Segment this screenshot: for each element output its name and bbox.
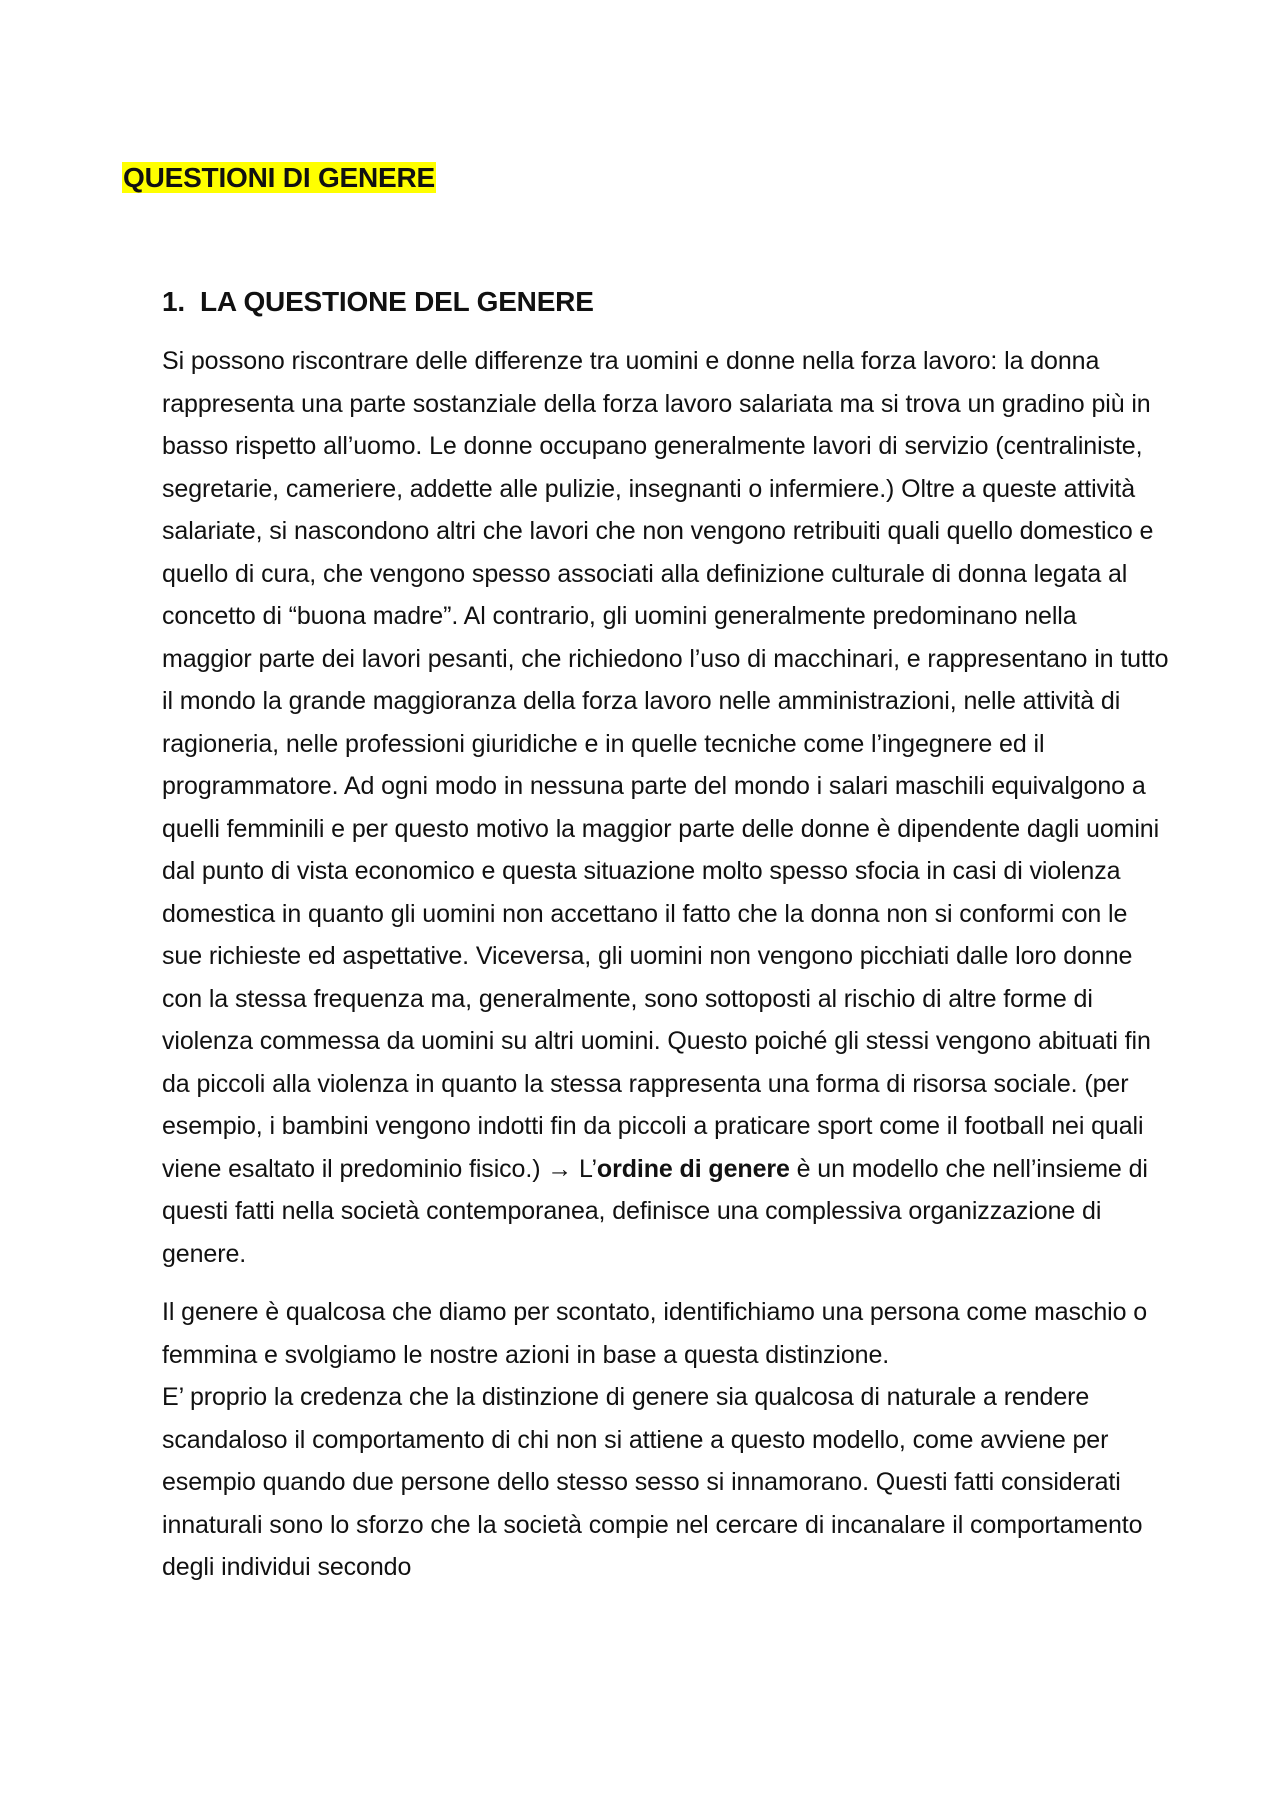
section-title: LA QUESTIONE DEL GENERE: [200, 286, 594, 317]
paragraph-2-line-1: Il genere è qualcosa che diamo per scontato, identifichiamo una persona come maschio o femmina e svolgiamo le nostre azioni in base a questa distinzione.: [162, 1298, 1148, 1369]
document-body: [162, 340, 1172, 1589]
document-title: [122, 160, 436, 196]
term-prefix: L’: [572, 1154, 597, 1183]
section-heading: [162, 284, 594, 320]
right-arrow-icon: →: [547, 1154, 573, 1183]
section-number: 1.: [162, 286, 185, 317]
paragraph-2-line-2: E’ proprio la credenza che la distinzione di genere sia qualcosa di naturale a rendere scandaloso il comportamento di chi non si attiene a questo modello, come avviene per esempio quando due persone dello stesso sesso si innamorano. Questi fatti considerati innaturali sono lo sforzo che la società compie nel cercare di incanalare il comportamento degli individui secondo: [162, 1383, 1143, 1581]
paragraph-1: [162, 340, 1172, 1275]
paragraph-1-conclusion: è un modello che nell’insieme di questi fatti nella società contemporanea, definisce una complessiva organizzazione di genere.: [162, 1154, 1148, 1268]
highlighted-title-text: QUESTIONI DI GENERE: [123, 162, 436, 193]
term-ordine-di-genere: ordine di genere: [596, 1154, 790, 1183]
paragraph-1-text: Si possono riscontrare delle differenze tra uomini e donne nella forza lavoro: la donna rappresenta una parte sostanziale della forza lavoro salariata ma si trova un gradino più in basso rispetto all’uomo. Le donne occupano generalmente lavori di servizio (centraliniste, segretarie, cameriere, addette alle pulizie, insegnanti o infermiere.) Oltre a queste attività salariate, si nascondono altri che lavori che non vengono retribuiti quali quello domestico e quello di cura, che vengono spesso associati alla definizione culturale di donna legata al concetto di “buona madre”. Al contrario, gli uomini generalmente predominano nella maggior parte dei lavori pesanti, che richiedono l’uso di macchinari, e rappresentano in tutto il mondo la grande maggioranza della forza lavoro nelle amministrazioni, nelle attività di ragioneria, nelle professioni giuridiche e in quelle tecniche come l’ingegnere ed il programmatore. Ad ogni modo in nessuna parte del mondo i salari maschili equivalgono a quelli femminili e per questo motivo la maggior parte delle donne è dipendente dagli uomini dal punto di vista economico e questa situazione molto spesso sfocia in casi di violenza domestica in quanto gli uomini non accettano il fatto che la donna non si conformi con le sue richieste ed aspettative. Viceversa, gli uomini non vengono picchiati dalle loro donne con la stessa frequenza ma, generalmente, sono sottoposti al rischio di altre forme di violenza commessa da uomini su altri uomini. Questo poiché gli stessi vengono abituati fin da piccoli alla violenza in quanto la stessa rappresenta una forma di risorsa sociale. (per esempio, i bambini vengono indotti fin da piccoli a praticare sport come il football nei quali viene esaltato il predominio fisico.): [162, 347, 1169, 1183]
paragraph-2: [162, 1291, 1172, 1589]
